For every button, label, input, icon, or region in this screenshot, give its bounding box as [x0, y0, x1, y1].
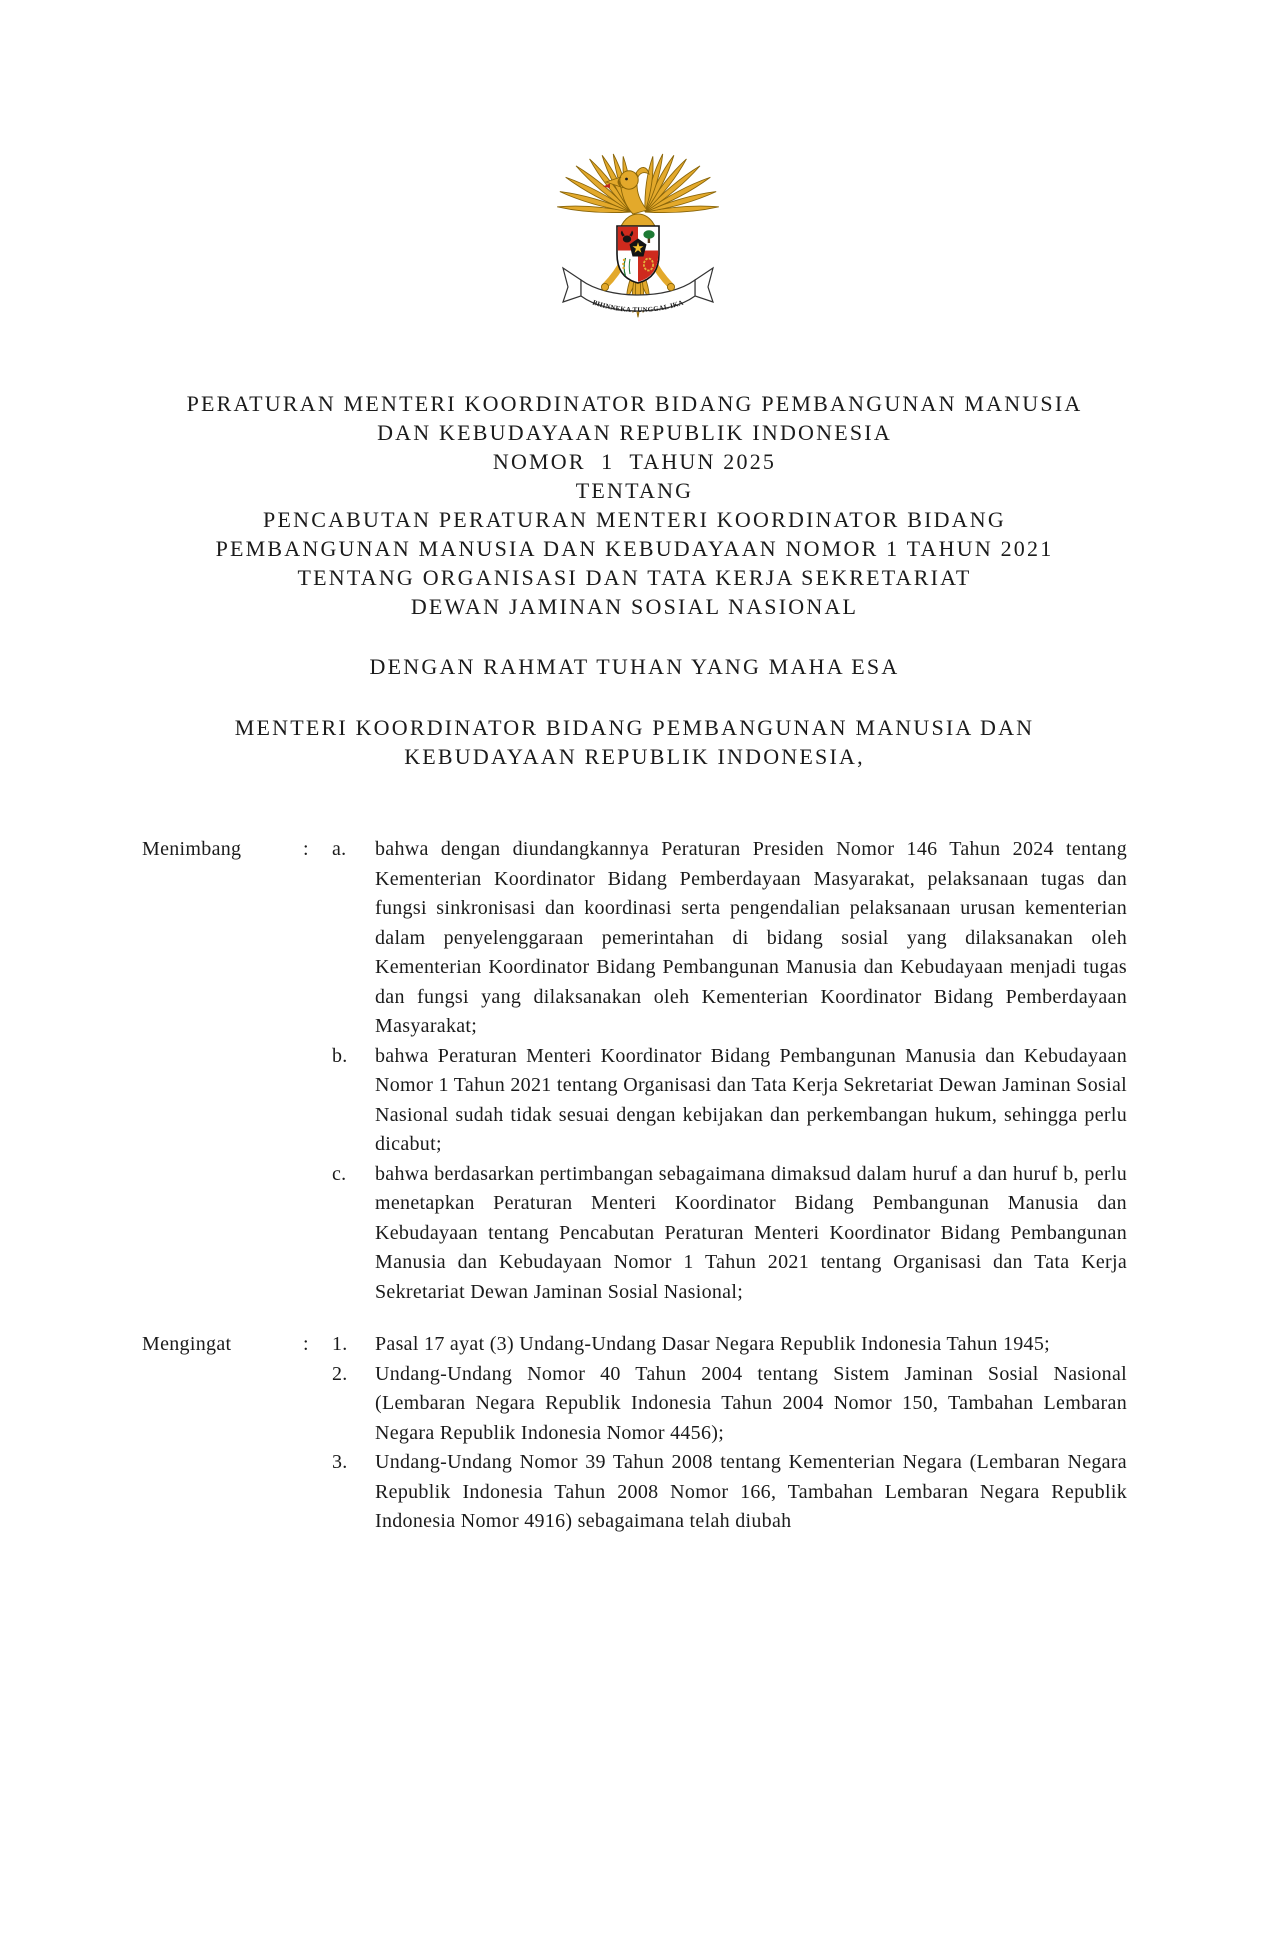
- item-b-text: bahwa Peraturan Menteri Koordinator Bidang Pembangunan Manusia dan Kebudayaan Nomor 1 Tahun 2021 tentang Organisasi dan Tata Kerja Sekretariat Dewan Jaminan Sosial Nasional sudah tidak sesuai dengan kebijakan dan perkembangan hukum, sehingga perlu dicabut;: [375, 1044, 1127, 1155]
- item-1-marker: 1.: [332, 1333, 348, 1355]
- item-a-text: bahwa dengan diundangkannya Peraturan Presiden Nomor 146 Tahun 2024 tentang Kementerian Koordinator Bidang Pemberdayaan Masyarakat, pelaksanaan tugas dan fungsi sinkronisasi dan koordinasi serta pengendalian pelaksanaan urusan kementerian dalam penyelenggaraan pemerintahan di bidang sosial yang dilaksanakan oleh Kementerian Koordinator Bidang Pembangunan Manusia dan Kebudayaan menjadi tugas dan fungsi yang dilaksanakan oleh Kementerian Koordinator Bidang Pemberdayaan Masyarakat;: [375, 838, 1127, 1037]
- mengingat-item-1: [332, 1330, 1127, 1360]
- section-menimbang: [142, 835, 1127, 1307]
- menimbang-item-a: [332, 835, 1127, 1042]
- menimbang-label: Menimbang: [142, 838, 242, 860]
- authority-line-2: KEBUDAYAAN REPUBLIK INDONESIA,: [404, 744, 865, 769]
- menimbang-items: [332, 835, 1127, 1307]
- title-line-7: TENTANG ORGANISASI DAN TATA KERJA SEKRETARIAT: [297, 565, 972, 590]
- title-line-number: NOMOR 1 TAHUN 2025: [492, 449, 777, 474]
- authority-line-1: MENTERI KOORDINATOR BIDANG PEMBANGUNAN MANUSIA DAN: [234, 715, 1035, 740]
- item-3-marker: 3.: [332, 1451, 348, 1473]
- mengingat-colon: :: [303, 1333, 309, 1355]
- title-line-6: PEMBANGUNAN MANUSIA DAN KEBUDAYAAN NOMOR 1 TAHUN 2021: [215, 536, 1054, 561]
- mengingat-items: [332, 1330, 1127, 1537]
- regulation-title: [142, 389, 1127, 621]
- invocation-line: DENGAN RAHMAT TUHAN YANG MAHA ESA: [369, 654, 900, 679]
- item-c-marker: c.: [332, 1162, 347, 1185]
- issuing-authority: [142, 713, 1127, 771]
- mengingat-label: Mengingat: [142, 1333, 232, 1355]
- title-line-2: DAN KEBUDAYAAN REPUBLIK INDONESIA: [377, 420, 892, 445]
- section-mengingat: [142, 1330, 1127, 1537]
- mengingat-item-2: [332, 1360, 1127, 1449]
- item-a-marker: a.: [332, 838, 347, 860]
- item-3-text: Undang-Undang Nomor 39 Tahun 2008 tentang Kementerian Negara (Lembaran Negara Republik Indonesia Tahun 2008 Nomor 166, Tambahan Lembaran Negara Republik Indonesia Nomor 4916) sebagaimana telah diubah: [375, 1451, 1127, 1532]
- item-2-marker: 2.: [332, 1362, 348, 1385]
- pancasila-shield: [617, 226, 659, 283]
- document-body: [142, 835, 1127, 1537]
- garuda-right-wing: [642, 153, 719, 214]
- title-line-1: PERATURAN MENTERI KOORDINATOR BIDANG PEMBANGUNAN MANUSIA: [186, 391, 1083, 416]
- item-1-text: Pasal 17 ayat (3) Undang-Undang Dasar Negara Republik Indonesia Tahun 1945;: [375, 1333, 1050, 1355]
- garuda-pancasila-emblem: [553, 150, 723, 322]
- garuda-pancasila-icon: [553, 150, 723, 322]
- item-c-text: bahwa berdasarkan pertimbangan sebagaimana dimaksud dalam huruf a dan huruf b, perlu menetapkan Peraturan Menteri Koordinator Bidang Pembangunan Manusia dan Kebudayaan tentang Pencabutan Peraturan Menteri Koordinator Bidang Pembangunan Manusia dan Kebudayaan Nomor 1 Tahun 2021 tentang Organisasi dan Tata Kerja Sekretariat Dewan Jaminan Sosial Nasional;: [375, 1162, 1127, 1303]
- menimbang-item-c: [332, 1160, 1127, 1308]
- mengingat-item-3: [332, 1448, 1127, 1537]
- title-line-tentang: TENTANG: [575, 478, 694, 503]
- title-line-8: DEWAN JAMINAN SOSIAL NASIONAL: [410, 594, 859, 619]
- menimbang-colon: :: [303, 838, 309, 860]
- menimbang-item-b: [332, 1042, 1127, 1160]
- item-2-text: Undang-Undang Nomor 40 Tahun 2004 tentang Sistem Jaminan Sosial Nasional (Lembaran Negara Republik Indonesia Tahun 2004 Nomor 150, Tambahan Lembaran Negara Republik Indonesia Nomor 4456);: [375, 1362, 1127, 1444]
- item-b-marker: b.: [332, 1044, 348, 1067]
- title-line-5: PENCABUTAN PERATURAN MENTERI KOORDINATOR BIDANG: [263, 507, 1006, 532]
- motto-text: BHINNEKA TUNGGAL IKA: [590, 298, 685, 315]
